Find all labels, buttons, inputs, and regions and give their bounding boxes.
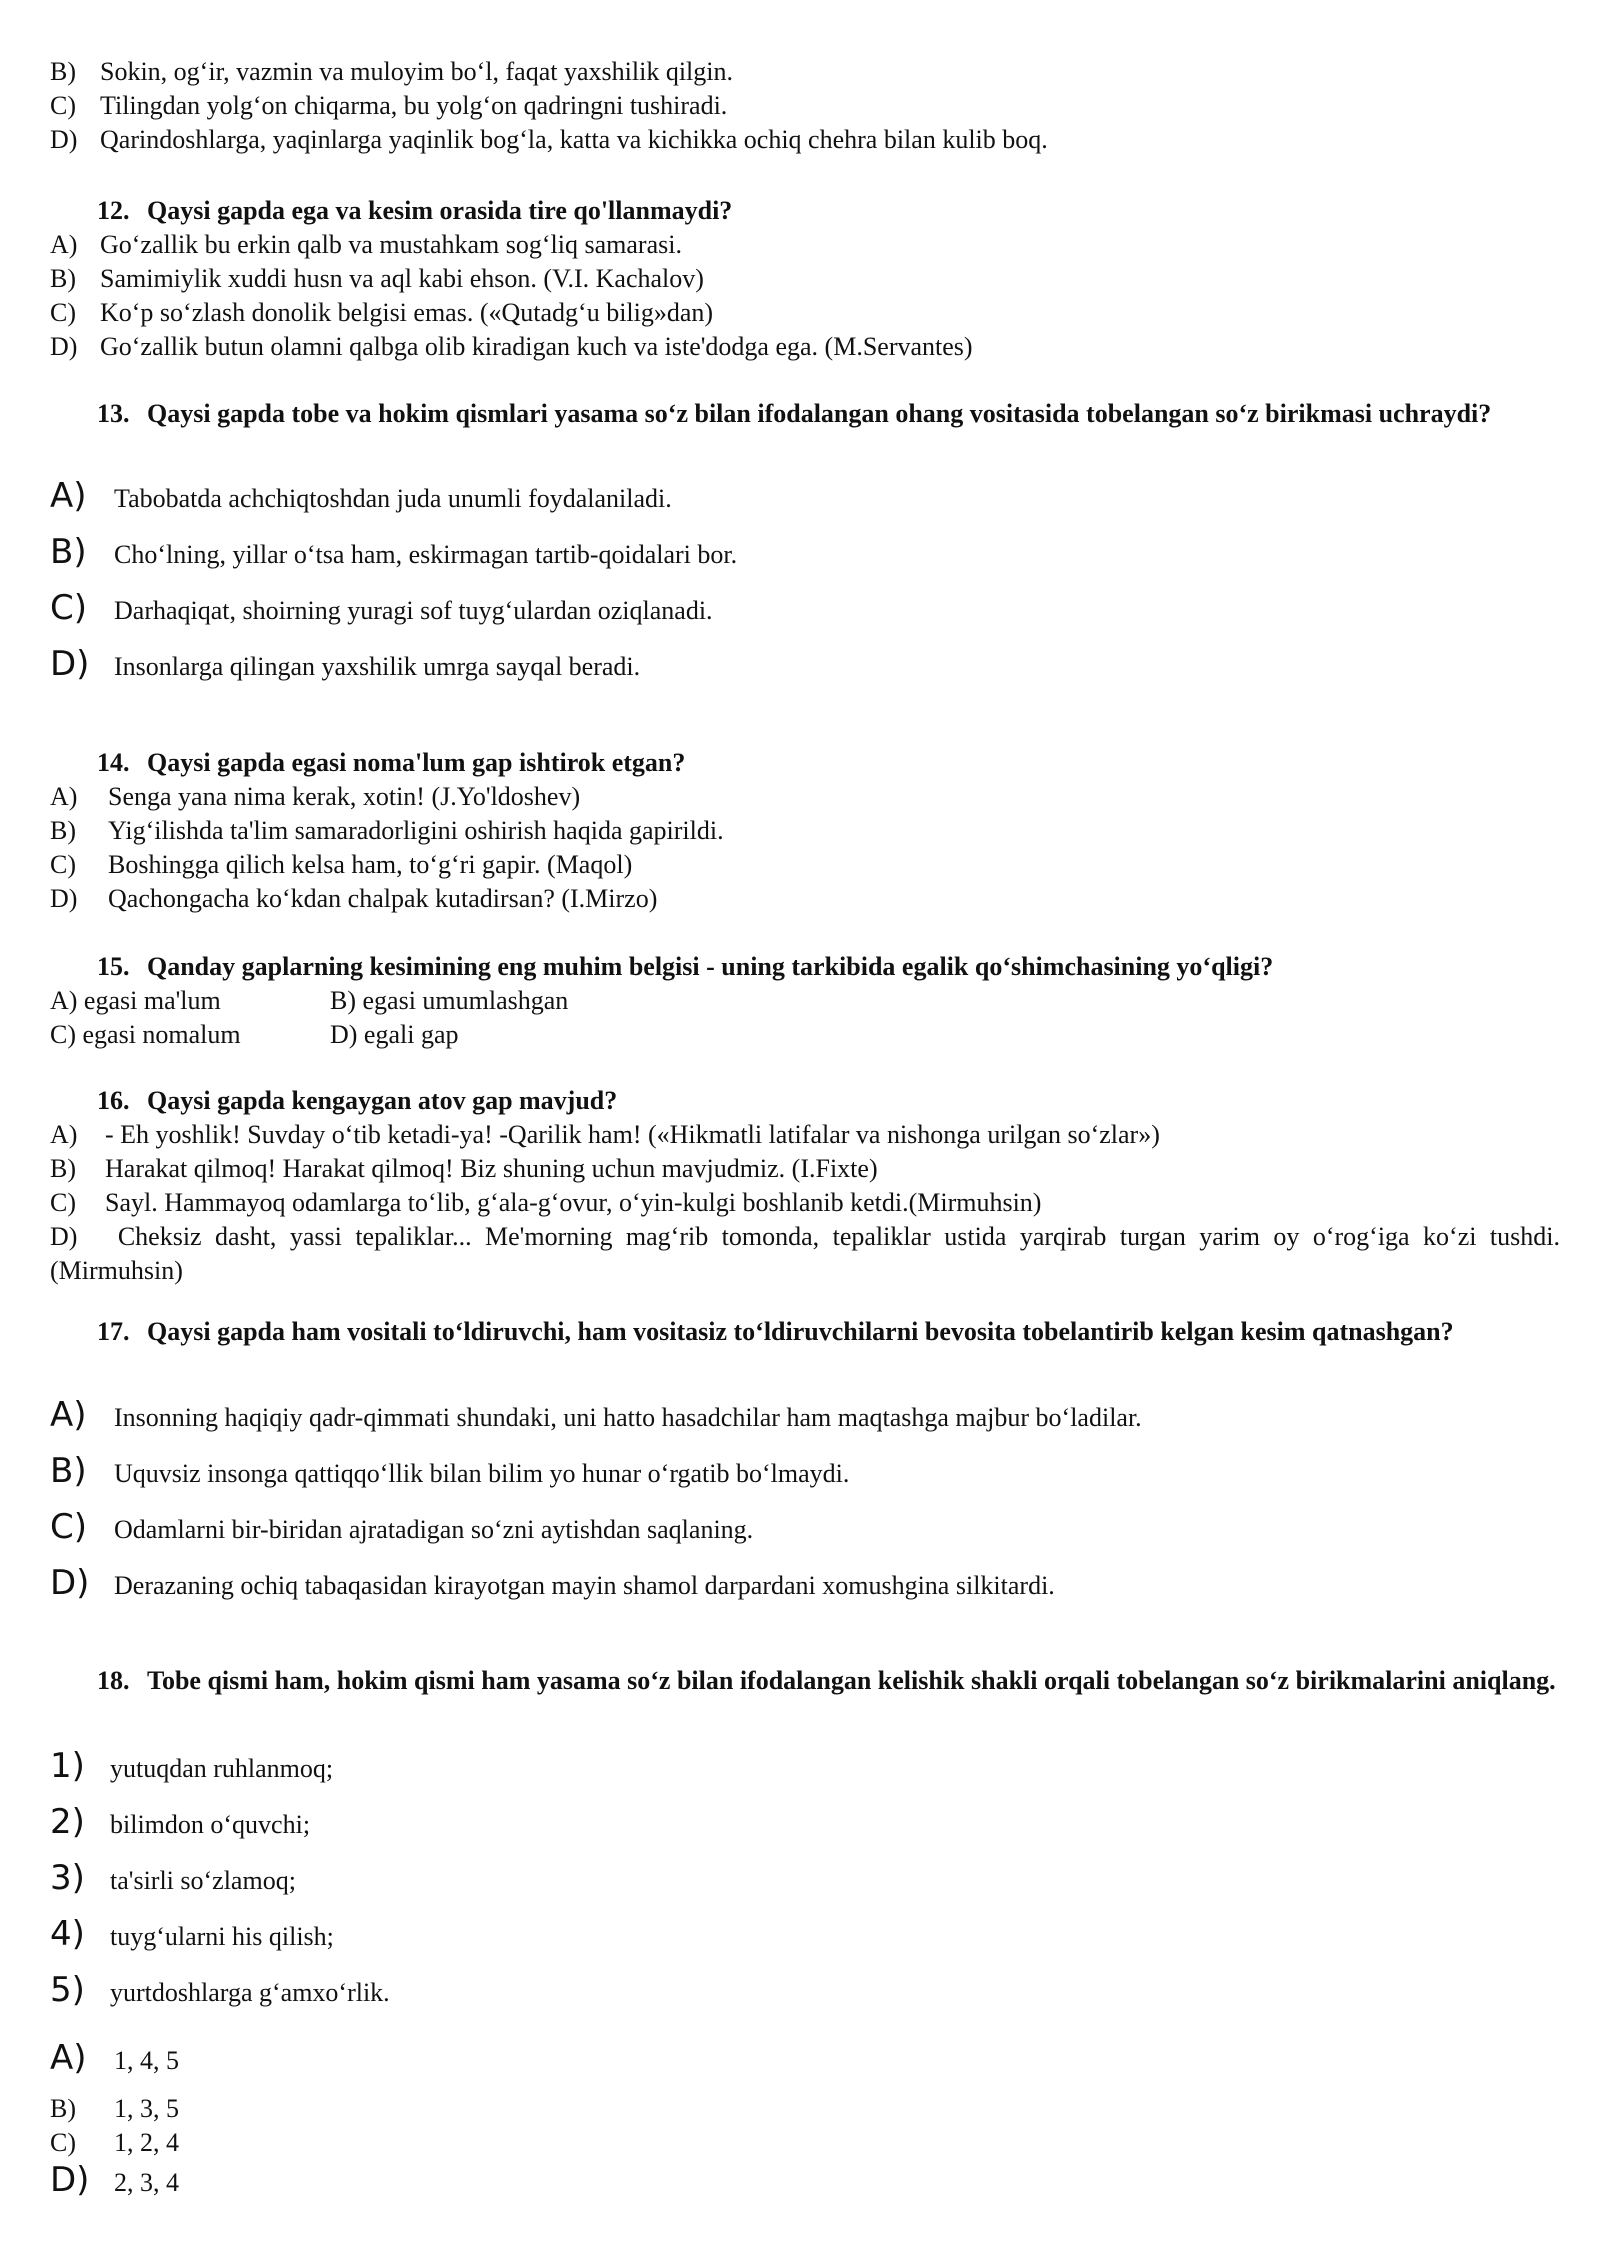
list-item bbox=[50, 1746, 1560, 1802]
question-text: Qaysi gapda ham vositali to‘ldiruvchi, ham vositasiz to‘ldiruvchilarni bevosita tobelantirib kelgan kesim qatnashgan? bbox=[147, 1317, 1454, 1346]
q11-options bbox=[50, 55, 1560, 157]
option-text: Senga yana nima kerak, xotin! (J.Yo'ldoshev) bbox=[108, 782, 581, 811]
question-17-options bbox=[50, 1395, 1560, 1619]
option-letter: B) bbox=[50, 264, 76, 293]
option-letter: B) bbox=[50, 532, 87, 572]
option-letter: D) bbox=[50, 332, 78, 361]
option-b[interactable]: B) egasi umumlashgan bbox=[330, 986, 569, 1015]
option-d[interactable] bbox=[50, 882, 1560, 916]
option-letter: C) bbox=[50, 588, 88, 628]
item-number: 2) bbox=[50, 1802, 85, 1842]
options-row bbox=[50, 1018, 1050, 1052]
question-text: Qaysi gapda egasi noma'lum gap ishtirok etgan? bbox=[147, 748, 686, 777]
question-number: 12. bbox=[97, 196, 130, 225]
option-text: 1, 2, 4 bbox=[114, 2128, 179, 2157]
question-13-title bbox=[97, 395, 1560, 432]
option-b[interactable] bbox=[50, 55, 1560, 89]
option-text: Derazaning ochiq tabaqasidan kirayotgan mayin shamol darpardani xomushgina silkitardi. bbox=[114, 1571, 1055, 1600]
option-d[interactable]: D) egali gap bbox=[330, 1020, 459, 1049]
option-letter: C) bbox=[50, 850, 76, 879]
option-d[interactable] bbox=[50, 2160, 1560, 2216]
option-c[interactable] bbox=[50, 1186, 1560, 1220]
option-letter: A) bbox=[50, 476, 87, 516]
option-letter: C) bbox=[50, 2128, 76, 2157]
question-15-options bbox=[50, 984, 1050, 1052]
option-text: - Eh yoshlik! Suvday o‘tib ketadi-ya! -Qarilik ham! («Hikmatli latifalar va nishonga urilgan so‘zlar») bbox=[105, 1120, 1160, 1149]
option-letter: D) bbox=[50, 1563, 90, 1603]
option-letter: B) bbox=[50, 57, 76, 86]
item-text: bilimdon o‘quvchi; bbox=[110, 1810, 311, 1839]
item-text: yurtdoshlarga g‘amxo‘rlik. bbox=[110, 1978, 390, 2007]
option-c[interactable] bbox=[50, 296, 1560, 330]
question-18-options-d bbox=[50, 2160, 1560, 2216]
option-text: Qarindoshlarga, yaqinlarga yaqinlik bog‘la, katta va kichikka ochiq chehra bilan kulib boq. bbox=[100, 125, 1048, 154]
question-number: 16. bbox=[97, 1086, 130, 1115]
question-text: Qaysi gapda kengaygan atov gap mavjud? bbox=[147, 1086, 618, 1115]
question-18-title bbox=[97, 1662, 1560, 1699]
option-text: Boshingga qilich kelsa ham, to‘g‘ri gapir. (Maqol) bbox=[108, 850, 633, 879]
option-letter: B) bbox=[50, 2094, 76, 2123]
option-d[interactable] bbox=[50, 123, 1560, 157]
option-b[interactable] bbox=[50, 2092, 1560, 2126]
option-text: Uquvsiz insonga qattiqqo‘llik bilan bilim yo hunar o‘rgatib bo‘lmaydi. bbox=[114, 1459, 850, 1488]
option-b[interactable] bbox=[50, 262, 1560, 296]
option-letter: A) bbox=[50, 1120, 78, 1149]
option-c[interactable]: C) egasi nomalum bbox=[50, 1020, 241, 1049]
option-text: Cho‘lning, yillar o‘tsa ham, eskirmagan tartib-qoidalari bor. bbox=[114, 540, 738, 569]
list-item bbox=[50, 1858, 1560, 1914]
item-text: ta'sirli so‘zlamoq; bbox=[110, 1866, 296, 1895]
options-row bbox=[50, 984, 1050, 1018]
question-text: Qaysi gapda tobe va hokim qismlari yasama so‘z bilan ifodalangan ohang vositasida tobelangan so‘z birikmasi uchraydi? bbox=[147, 399, 1492, 428]
option-b[interactable] bbox=[50, 1152, 1560, 1186]
option-text: Yig‘ilishda ta'lim samaradorligini oshirish haqida gapirildi. bbox=[108, 816, 724, 845]
item-text: tuyg‘ularni his qilish; bbox=[110, 1922, 334, 1951]
option-d[interactable] bbox=[50, 330, 1560, 364]
option-letter: A) bbox=[50, 1395, 87, 1435]
option-a[interactable] bbox=[50, 228, 1560, 262]
question-16-title bbox=[97, 1082, 1560, 1119]
option-text: Ko‘p so‘zlash donolik belgisi emas. («Qutadg‘u bilig»dan) bbox=[100, 298, 714, 327]
option-c[interactable] bbox=[50, 588, 1560, 644]
option-letter: C) bbox=[50, 1507, 88, 1547]
option-letter: C) bbox=[50, 298, 76, 327]
option-text: Darhaqiqat, shoirning yuragi sof tuyg‘ulardan oziqlanadi. bbox=[114, 596, 713, 625]
list-item bbox=[50, 1970, 1560, 2026]
option-text: Insonlarga qilingan yaxshilik umrga sayqal beradi. bbox=[114, 652, 641, 681]
option-c[interactable] bbox=[50, 2126, 1560, 2160]
option-text: Harakat qilmoq! Harakat qilmoq! Biz shuning uchun mavjudmiz. (I.Fixte) bbox=[105, 1154, 878, 1183]
question-number: 18. bbox=[97, 1666, 130, 1695]
option-letter: B) bbox=[50, 1451, 87, 1491]
question-18-options-bc bbox=[50, 2092, 1560, 2160]
option-letter: D) bbox=[50, 1222, 78, 1251]
question-text: Qanday gaplarning kesimining eng muhim belgisi - uning tarkibida egalik qo‘shimchasining yo‘qligi? bbox=[147, 952, 1274, 981]
question-15-title bbox=[97, 948, 1560, 985]
question-14-options bbox=[50, 780, 1560, 916]
option-text: Go‘zallik bu erkin qalb va mustahkam sog‘liq samarasi. bbox=[100, 230, 682, 259]
option-letter: D) bbox=[50, 2160, 90, 2200]
option-d[interactable] bbox=[50, 1220, 1560, 1288]
question-17-title bbox=[97, 1313, 1560, 1350]
option-text: 2, 3, 4 bbox=[114, 2168, 179, 2197]
option-c[interactable] bbox=[50, 89, 1560, 123]
question-text: Qaysi gapda ega va kesim orasida tire qo'llanmaydi? bbox=[147, 196, 733, 225]
question-12-title bbox=[97, 192, 1560, 229]
option-letter: D) bbox=[50, 644, 90, 684]
option-letter: A) bbox=[50, 230, 78, 259]
option-letter-gap bbox=[77, 1222, 117, 1251]
option-text: 1, 3, 5 bbox=[114, 2094, 179, 2123]
question-13-options bbox=[50, 476, 1560, 700]
option-letter: D) bbox=[50, 884, 78, 913]
item-number: 1) bbox=[50, 1746, 85, 1786]
option-text: Insonning haqiqiy qadr-qimmati shundaki, uni hatto hasadchilar ham maqtashga majbur bo‘ladilar. bbox=[114, 1403, 1142, 1432]
question-16-options bbox=[50, 1118, 1560, 1288]
option-d[interactable] bbox=[50, 1563, 1560, 1619]
option-a[interactable]: A) egasi ma'lum bbox=[50, 986, 221, 1015]
item-number: 5) bbox=[50, 1970, 85, 2010]
question-number: 15. bbox=[97, 952, 130, 981]
option-text: Odamlarni bir-biridan ajratadigan so‘zni aytishdan saqlaning. bbox=[114, 1515, 754, 1544]
option-b[interactable] bbox=[50, 814, 1560, 848]
option-text: Tilingdan yolg‘on chiqarma, bu yolg‘on qadringni tushiradi. bbox=[100, 91, 728, 120]
option-a[interactable] bbox=[50, 2038, 1560, 2094]
list-item bbox=[50, 1802, 1560, 1858]
option-letter: D) bbox=[50, 125, 78, 154]
question-number: 14. bbox=[97, 748, 130, 777]
item-number: 4) bbox=[50, 1914, 85, 1954]
question-18-items bbox=[50, 1746, 1560, 2026]
option-letter: B) bbox=[50, 1154, 76, 1183]
question-14-title bbox=[97, 744, 1560, 781]
option-a[interactable] bbox=[50, 476, 1560, 532]
list-item bbox=[50, 1914, 1560, 1970]
option-c[interactable] bbox=[50, 848, 1560, 882]
option-d[interactable] bbox=[50, 644, 1560, 700]
option-c[interactable] bbox=[50, 1507, 1560, 1563]
option-text: Tabobatda achchiqtoshdan juda unumli foydalaniladi. bbox=[114, 484, 672, 513]
question-number: 13. bbox=[97, 399, 130, 428]
option-a[interactable] bbox=[50, 780, 1560, 814]
option-text: Sayl. Hammayoq odamlarga to‘lib, g‘ala-g‘ovur, o‘yin-kulgi boshlanib ketdi.(Mirmuhsin) bbox=[105, 1188, 1042, 1217]
option-letter: C) bbox=[50, 1188, 76, 1217]
option-a[interactable] bbox=[50, 1118, 1560, 1152]
option-text: Samimiylik xuddi husn va aql kabi ehson. (V.I. Kachalov) bbox=[100, 264, 704, 293]
option-b[interactable] bbox=[50, 532, 1560, 588]
option-b[interactable] bbox=[50, 1451, 1560, 1507]
item-number: 3) bbox=[50, 1858, 85, 1898]
item-text: yutuqdan ruhlanmoq; bbox=[110, 1754, 334, 1783]
question-number: 17. bbox=[97, 1317, 130, 1346]
option-text: Go‘zallik butun olamni qalbga olib kiradigan kuch va iste'dodga ega. (M.Servantes) bbox=[100, 332, 973, 361]
option-text: Sokin, og‘ir, vazmin va muloyim bo‘l, faqat yaxshilik qilgin. bbox=[100, 57, 733, 86]
option-letter: B) bbox=[50, 816, 76, 845]
question-text: Tobe qismi ham, hokim qismi ham yasama so‘z bilan ifodalangan kelishik shakli orqali tobelangan so‘z birikmalarini aniqlang. bbox=[147, 1666, 1556, 1695]
option-text: Cheksiz dasht, yassi tepaliklar... Me'morning mag‘rib tomonda, tepaliklar ustida yarqirab turgan yarim oy o‘rog‘iga ko‘zi tushdi. (Mirmuhsin) bbox=[50, 1222, 1560, 1285]
question-18-options bbox=[50, 2038, 1560, 2094]
option-a[interactable] bbox=[50, 1395, 1560, 1451]
option-letter: A) bbox=[50, 782, 78, 811]
option-letter: C) bbox=[50, 91, 76, 120]
option-letter: A) bbox=[50, 2038, 87, 2078]
question-12-options bbox=[50, 228, 1560, 364]
option-text: Qachongacha ko‘kdan chalpak kutadirsan? (I.Mirzo) bbox=[108, 884, 658, 913]
option-text: 1, 4, 5 bbox=[114, 2046, 179, 2075]
